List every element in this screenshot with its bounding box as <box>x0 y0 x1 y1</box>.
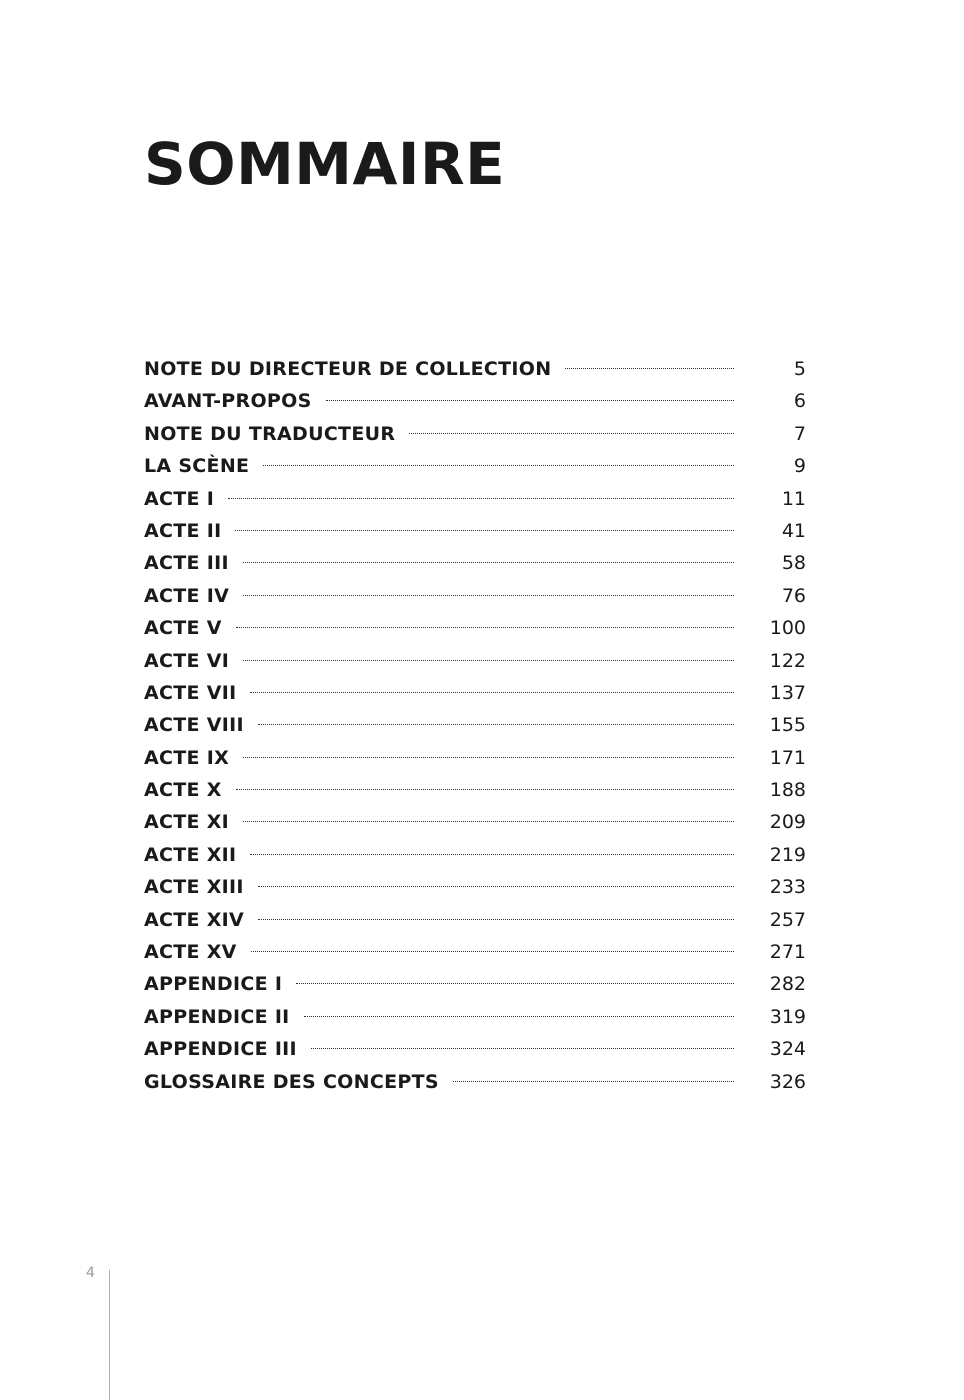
toc-entry-label: ACTE IV <box>144 584 230 607</box>
toc-entry-page: 100 <box>769 617 806 640</box>
toc-entry[interactable] <box>144 839 806 871</box>
toc-entry[interactable] <box>144 1066 806 1098</box>
toc-entry[interactable] <box>144 515 806 547</box>
toc-entry-label: ACTE V <box>144 617 222 640</box>
toc-entry[interactable] <box>144 450 806 482</box>
toc-entry[interactable] <box>144 645 806 677</box>
dot-leader <box>243 821 734 822</box>
dot-leader <box>258 724 734 725</box>
toc-entry[interactable] <box>144 547 806 579</box>
toc-entry-page: 5 <box>793 358 806 380</box>
dot-leader <box>236 627 734 628</box>
toc-entry-page: 219 <box>769 843 806 866</box>
toc-entry-label: ACTE IX <box>144 746 230 769</box>
toc-entry[interactable] <box>144 968 806 1000</box>
toc-entry-page: 282 <box>769 973 806 996</box>
toc-entry-label: ACTE XI <box>144 811 230 834</box>
toc-entry-label: APPENDICE I <box>144 973 283 996</box>
dot-leader <box>250 854 734 855</box>
toc-entry-page: 58 <box>781 552 806 575</box>
toc-entry-page: 76 <box>781 584 806 607</box>
toc-entry[interactable] <box>144 418 806 450</box>
dot-leader <box>236 789 734 790</box>
dot-leader <box>296 983 734 984</box>
table-of-contents <box>144 353 806 1098</box>
toc-entry-page: 155 <box>769 714 806 737</box>
toc-entry[interactable] <box>144 353 806 385</box>
toc-entry-page: 41 <box>781 519 806 542</box>
toc-entry-page: 271 <box>769 941 806 964</box>
toc-entry-label: ACTE XII <box>144 843 237 866</box>
toc-entry-page: 137 <box>769 681 806 704</box>
dot-leader <box>326 400 734 401</box>
toc-entry-page: 233 <box>769 876 806 899</box>
toc-entry[interactable] <box>144 774 806 806</box>
toc-entry[interactable] <box>144 385 806 417</box>
toc-entry-label: NOTE DU TRADUCTEUR <box>144 422 396 445</box>
toc-entry-label: ACTE X <box>144 779 222 802</box>
dot-leader <box>250 692 734 693</box>
toc-entry-page: 122 <box>769 649 806 672</box>
dot-leader <box>228 498 734 499</box>
dot-leader <box>243 660 734 661</box>
toc-entry-label: NOTE DU DIRECTEUR DE COLLECTION <box>144 358 552 380</box>
toc-entry-label: ACTE II <box>144 519 222 542</box>
toc-entry[interactable] <box>144 612 806 644</box>
toc-entry[interactable] <box>144 904 806 936</box>
page-number: 4 <box>86 1265 95 1281</box>
toc-entry-label: ACTE XV <box>144 941 237 964</box>
toc-entry[interactable] <box>144 483 806 515</box>
toc-entry-page: 326 <box>769 1070 806 1093</box>
dot-leader <box>251 951 734 952</box>
toc-entry-page: 188 <box>769 779 806 802</box>
dot-leader <box>409 433 734 434</box>
margin-rule <box>109 1270 110 1400</box>
toc-entry-label: ACTE VIII <box>144 714 244 737</box>
dot-leader <box>453 1081 734 1082</box>
dot-leader <box>258 886 734 887</box>
toc-entry-page: 209 <box>769 811 806 834</box>
toc-entry-label: ACTE XIV <box>144 908 245 931</box>
dot-leader <box>243 757 734 758</box>
toc-entry-page: 171 <box>769 746 806 769</box>
toc-entry[interactable] <box>144 709 806 741</box>
toc-entry-page: 6 <box>793 390 806 413</box>
toc-entry[interactable] <box>144 806 806 838</box>
dot-leader <box>311 1048 734 1049</box>
dot-leader <box>304 1016 734 1017</box>
dot-leader <box>263 465 734 466</box>
toc-entry[interactable] <box>144 742 806 774</box>
toc-entry-label: ACTE XIII <box>144 876 244 899</box>
toc-entry-label: APPENDICE II <box>144 1005 290 1028</box>
toc-entry[interactable] <box>144 1001 806 1033</box>
toc-entry-label: GLOSSAIRE DES CONCEPTS <box>144 1070 439 1093</box>
toc-entry[interactable] <box>144 580 806 612</box>
toc-entry-label: ACTE III <box>144 552 229 575</box>
toc-entry-page: 9 <box>793 455 806 478</box>
toc-entry-page: 11 <box>781 487 806 510</box>
toc-entry-page: 324 <box>769 1038 806 1061</box>
toc-entry-page: 257 <box>769 908 806 931</box>
page-title: SOMMAIRE <box>144 130 506 198</box>
toc-entry-label: AVANT-PROPOS <box>144 390 312 413</box>
dot-leader <box>235 530 734 531</box>
dot-leader <box>565 368 734 369</box>
toc-entry[interactable] <box>144 1033 806 1065</box>
dot-leader <box>243 595 734 596</box>
toc-entry-label: LA SCÈNE <box>144 455 250 478</box>
dot-leader <box>243 562 734 563</box>
toc-entry-label: ACTE VII <box>144 681 237 704</box>
dot-leader <box>258 919 734 920</box>
toc-entry[interactable] <box>144 936 806 968</box>
toc-entry-label: ACTE I <box>144 487 215 510</box>
toc-entry-label: APPENDICE III <box>144 1038 297 1061</box>
toc-entry[interactable] <box>144 871 806 903</box>
toc-entry[interactable] <box>144 677 806 709</box>
toc-entry-label: ACTE VI <box>144 649 230 672</box>
toc-entry-page: 7 <box>793 422 806 445</box>
toc-entry-page: 319 <box>769 1005 806 1028</box>
